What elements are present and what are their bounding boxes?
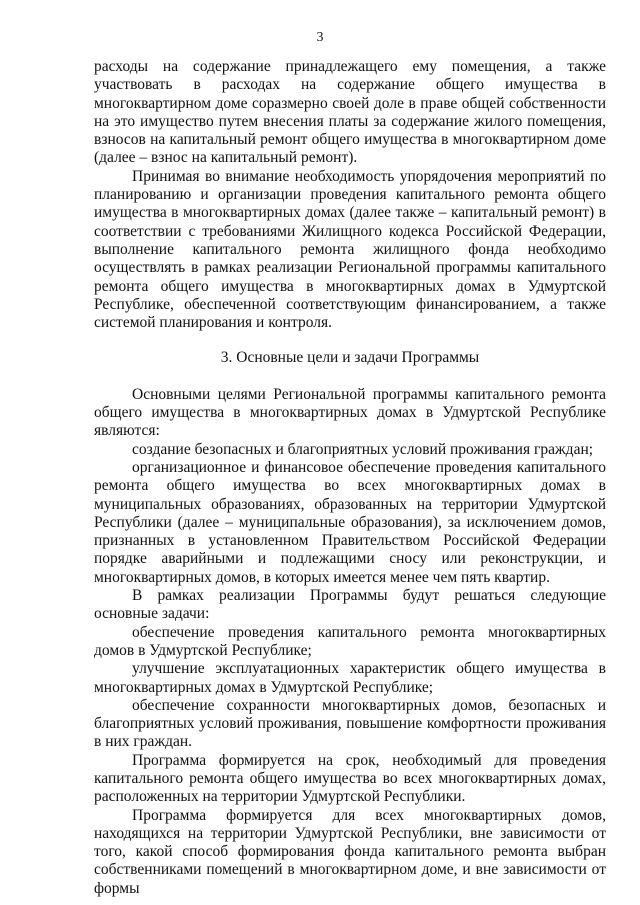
paragraph: расходы на содержание принадлежащего ему помещения, а также участвовать в расходах на содержание общего имущества в многоквартирном доме соразмерно своей доле в праве общей собственности на это имущество путем внесения платы за содержание жилого помещения, взносов на капитальный ремонт общего имущества в многоквартирном доме (далее – взнос на капитальный ремонт). <box>94 58 606 167</box>
paragraph: Принимая во внимание необходимость упорядочения мероприятий по планированию и организации проведения капитального ремонта общего имущества в многоквартирных домах (далее также – капитальный ремонт) в соответствии с требованиями Жилищного кодекса Российской Федерации, выполнение капитального ремонта жилищного фонда необходимо осуществлять в рамках реализации Региональной программы капитального ремонта общего имущества в многоквартирных домах в Удмуртской Республике, обеспеченной соответствующим финансированием, а также системой планирования и контроля. <box>94 167 606 332</box>
section-heading: 3. Основные цели и задачи Программы <box>220 349 480 367</box>
paragraph: Программа формируется на срок, необходимый для проведения капитального ремонта общего имущества во всех многоквартирных домах, расположенных на территории Удмуртской Республики. <box>94 751 606 806</box>
list-item: обеспечение сохранности многоквартирных домов, безопасных и благоприятных условий проживания, повышение комфортности проживания в них граждан. <box>94 696 606 751</box>
paragraph: В рамках реализации Программы будут решаться следующие основные задачи: <box>94 587 606 623</box>
list-item: организационное и финансовое обеспечение проведения капитального ремонта общего имущества во всех многоквартирных домах в муниципальных образованиях, образованных на территории Удмуртской Республики (далее – муниципальные образования), за исключением домов, признанных в установленном Правительством Российской Федерации порядке аварийными и подлежащими сносу или реконструкции, и многоквартирных домов, в которых имеется менее чем пять квартир. <box>94 458 606 586</box>
page-number: 3 <box>316 30 324 45</box>
list-item: улучшение эксплуатационных характеристик общего имущества в многоквартирных домах в Удмуртской Республике; <box>94 660 606 696</box>
list-item: обеспечение проведения капитального ремонта многоквартирных домов в Удмуртской Республике; <box>94 623 606 659</box>
paragraph: Основными целями Региональной программы капитального ремонта общего имущества в многоквартирных домах в Удмуртской Республике являются: <box>94 385 606 440</box>
list-item: создание безопасных и благоприятных условий проживания граждан; <box>132 440 594 458</box>
document-body <box>94 58 606 898</box>
paragraph: Программа формируется для всех многоквартирных домов, находящихся на территории Удмуртской Республики, вне зависимости от того, какой способ формирования фонда капитального ремонта выбран собственниками помещений в многоквартирном доме, и вне зависимости от формы <box>94 806 606 897</box>
